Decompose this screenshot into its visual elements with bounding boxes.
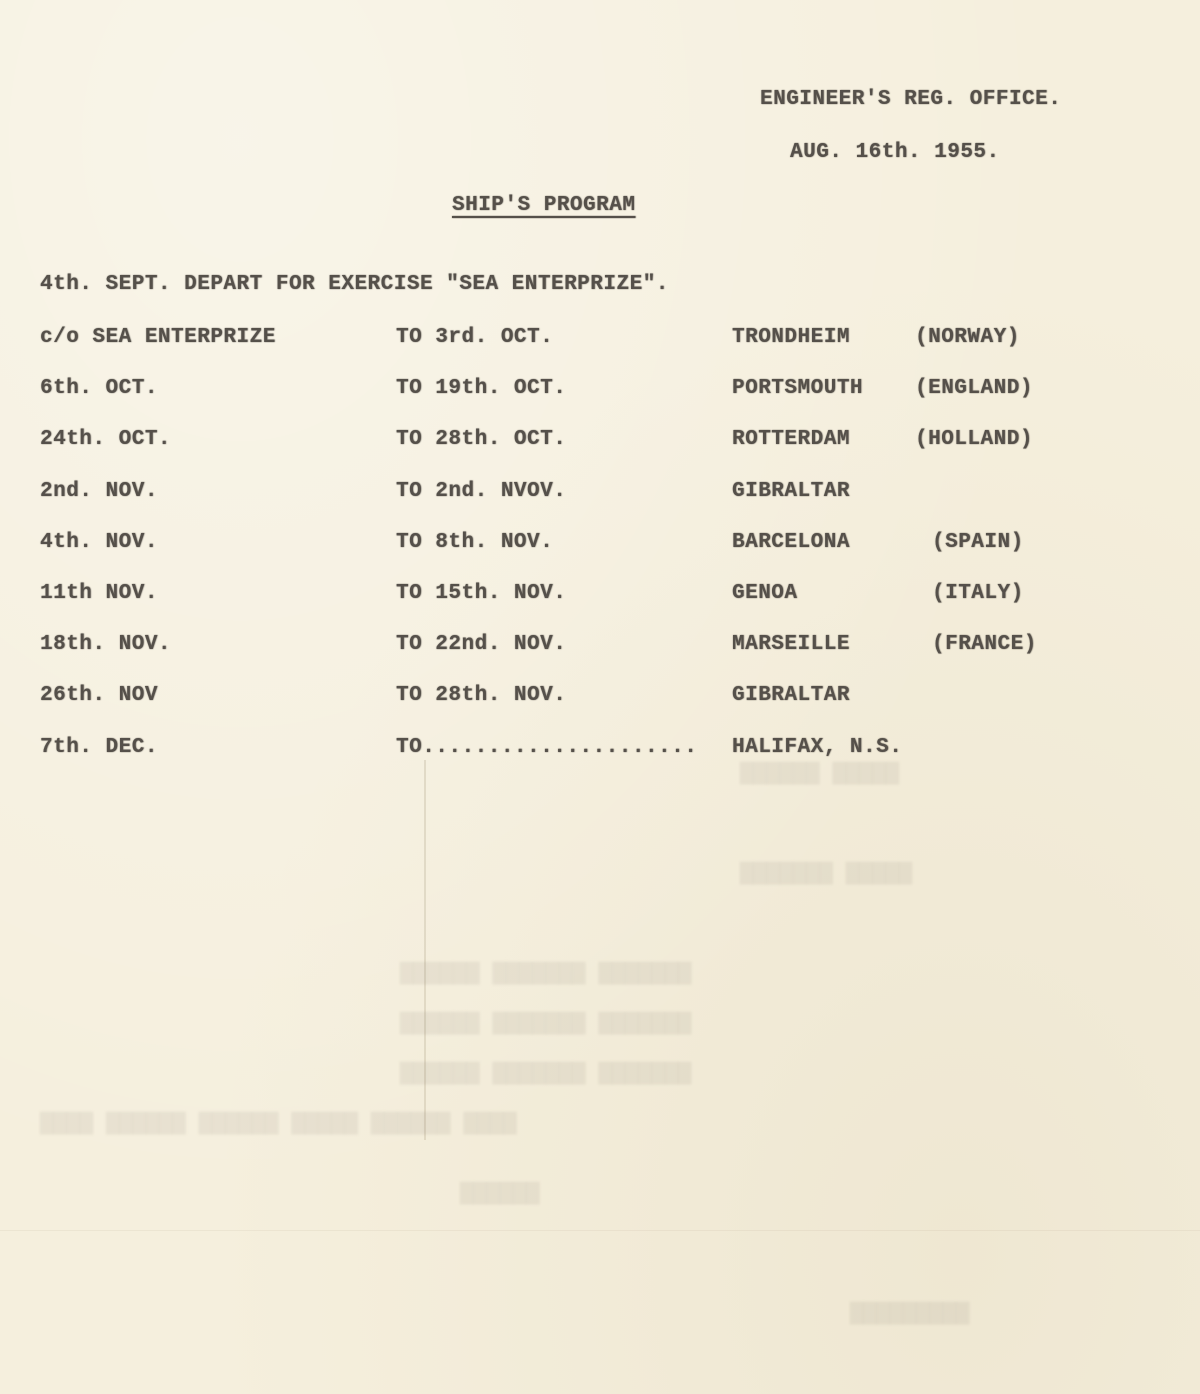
schedule-to: TO 15th. NOV. [396,582,567,605]
schedule-to: TO 3rd. OCT. [396,326,554,349]
document-date: AUG. 16th. 1955. [790,141,1000,164]
paper-crease [0,1230,1200,1231]
schedule-country: (SPAIN) [932,531,1024,554]
schedule-country: (FRANCE) [932,633,1037,656]
page-title: SHIP'S PROGRAM [452,194,636,217]
schedule-port: BARCELONA [732,531,850,554]
schedule-from: 26th. NOV [40,684,158,707]
schedule-to: TO 28th. OCT. [396,428,567,451]
schedule-to: TO 2nd. NVOV. [396,480,567,503]
schedule-port: PORTSMOUTH [732,377,864,400]
schedule-to: TO 28th. NOV. [396,684,567,707]
bleed-through-text: ▇▇▇▇▇▇ ▇▇▇▇▇▇▇ ▇▇▇▇▇▇▇ [400,1061,692,1086]
bleed-through-text: ▇▇▇▇ ▇▇▇▇▇▇ ▇▇▇▇▇▇ ▇▇▇▇▇ ▇▇▇▇▇▇ ▇▇▇▇ [40,1111,517,1136]
schedule-to: TO 19th. OCT. [396,377,567,400]
schedule-from: 4th. NOV. [40,531,158,554]
bleed-through-text: ▇▇▇▇▇▇▇ ▇▇▇▇▇ [740,861,913,886]
schedule-to: TO 22nd. NOV. [396,633,567,656]
schedule-country: (ENGLAND) [915,377,1033,400]
schedule-to: TO 8th. NOV. [396,531,554,554]
schedule-port: TRONDHEIM [732,326,850,349]
schedule-country: (NORWAY) [915,326,1020,349]
schedule-from: 24th. OCT. [40,428,172,451]
schedule-port: GIBRALTAR [732,480,850,503]
schedule-port: MARSEILLE [732,633,850,656]
schedule-to: TO..................... [396,736,698,759]
schedule-port: GIBRALTAR [732,684,850,707]
office-heading: ENGINEER'S REG. OFFICE. [760,88,1062,111]
schedule-port: HALIFAX, N.S. [732,736,903,759]
schedule-from: 7th. DEC. [40,736,158,759]
schedule-port: ROTTERDAM [732,428,850,451]
schedule-country: (ITALY) [932,582,1024,605]
schedule-port: GENOA [732,582,798,605]
schedule-from: c/o SEA ENTERPRIZE [40,326,276,349]
schedule-from: 18th. NOV. [40,633,172,656]
schedule-from: 11th NOV. [40,582,158,605]
schedule-from: 6th. OCT. [40,377,158,400]
bleed-through-text: ▇▇▇▇▇▇▇▇▇ [850,1301,970,1326]
bleed-through-text: ▇▇▇▇▇▇ ▇▇▇▇▇▇▇ ▇▇▇▇▇▇▇ [400,961,692,986]
exercise-departure: 4th. SEPT. DEPART FOR EXERCISE "SEA ENTERPRIZE". [40,273,669,296]
bleed-through-text: ▇▇▇▇▇▇ [460,1181,540,1206]
schedule-country: (HOLLAND) [915,428,1033,451]
bleed-through-text: ▇▇▇▇▇▇ ▇▇▇▇▇ [740,761,899,786]
bleed-through-text: ▇▇▇▇▇▇ ▇▇▇▇▇▇▇ ▇▇▇▇▇▇▇ [400,1011,692,1036]
schedule-from: 2nd. NOV. [40,480,158,503]
